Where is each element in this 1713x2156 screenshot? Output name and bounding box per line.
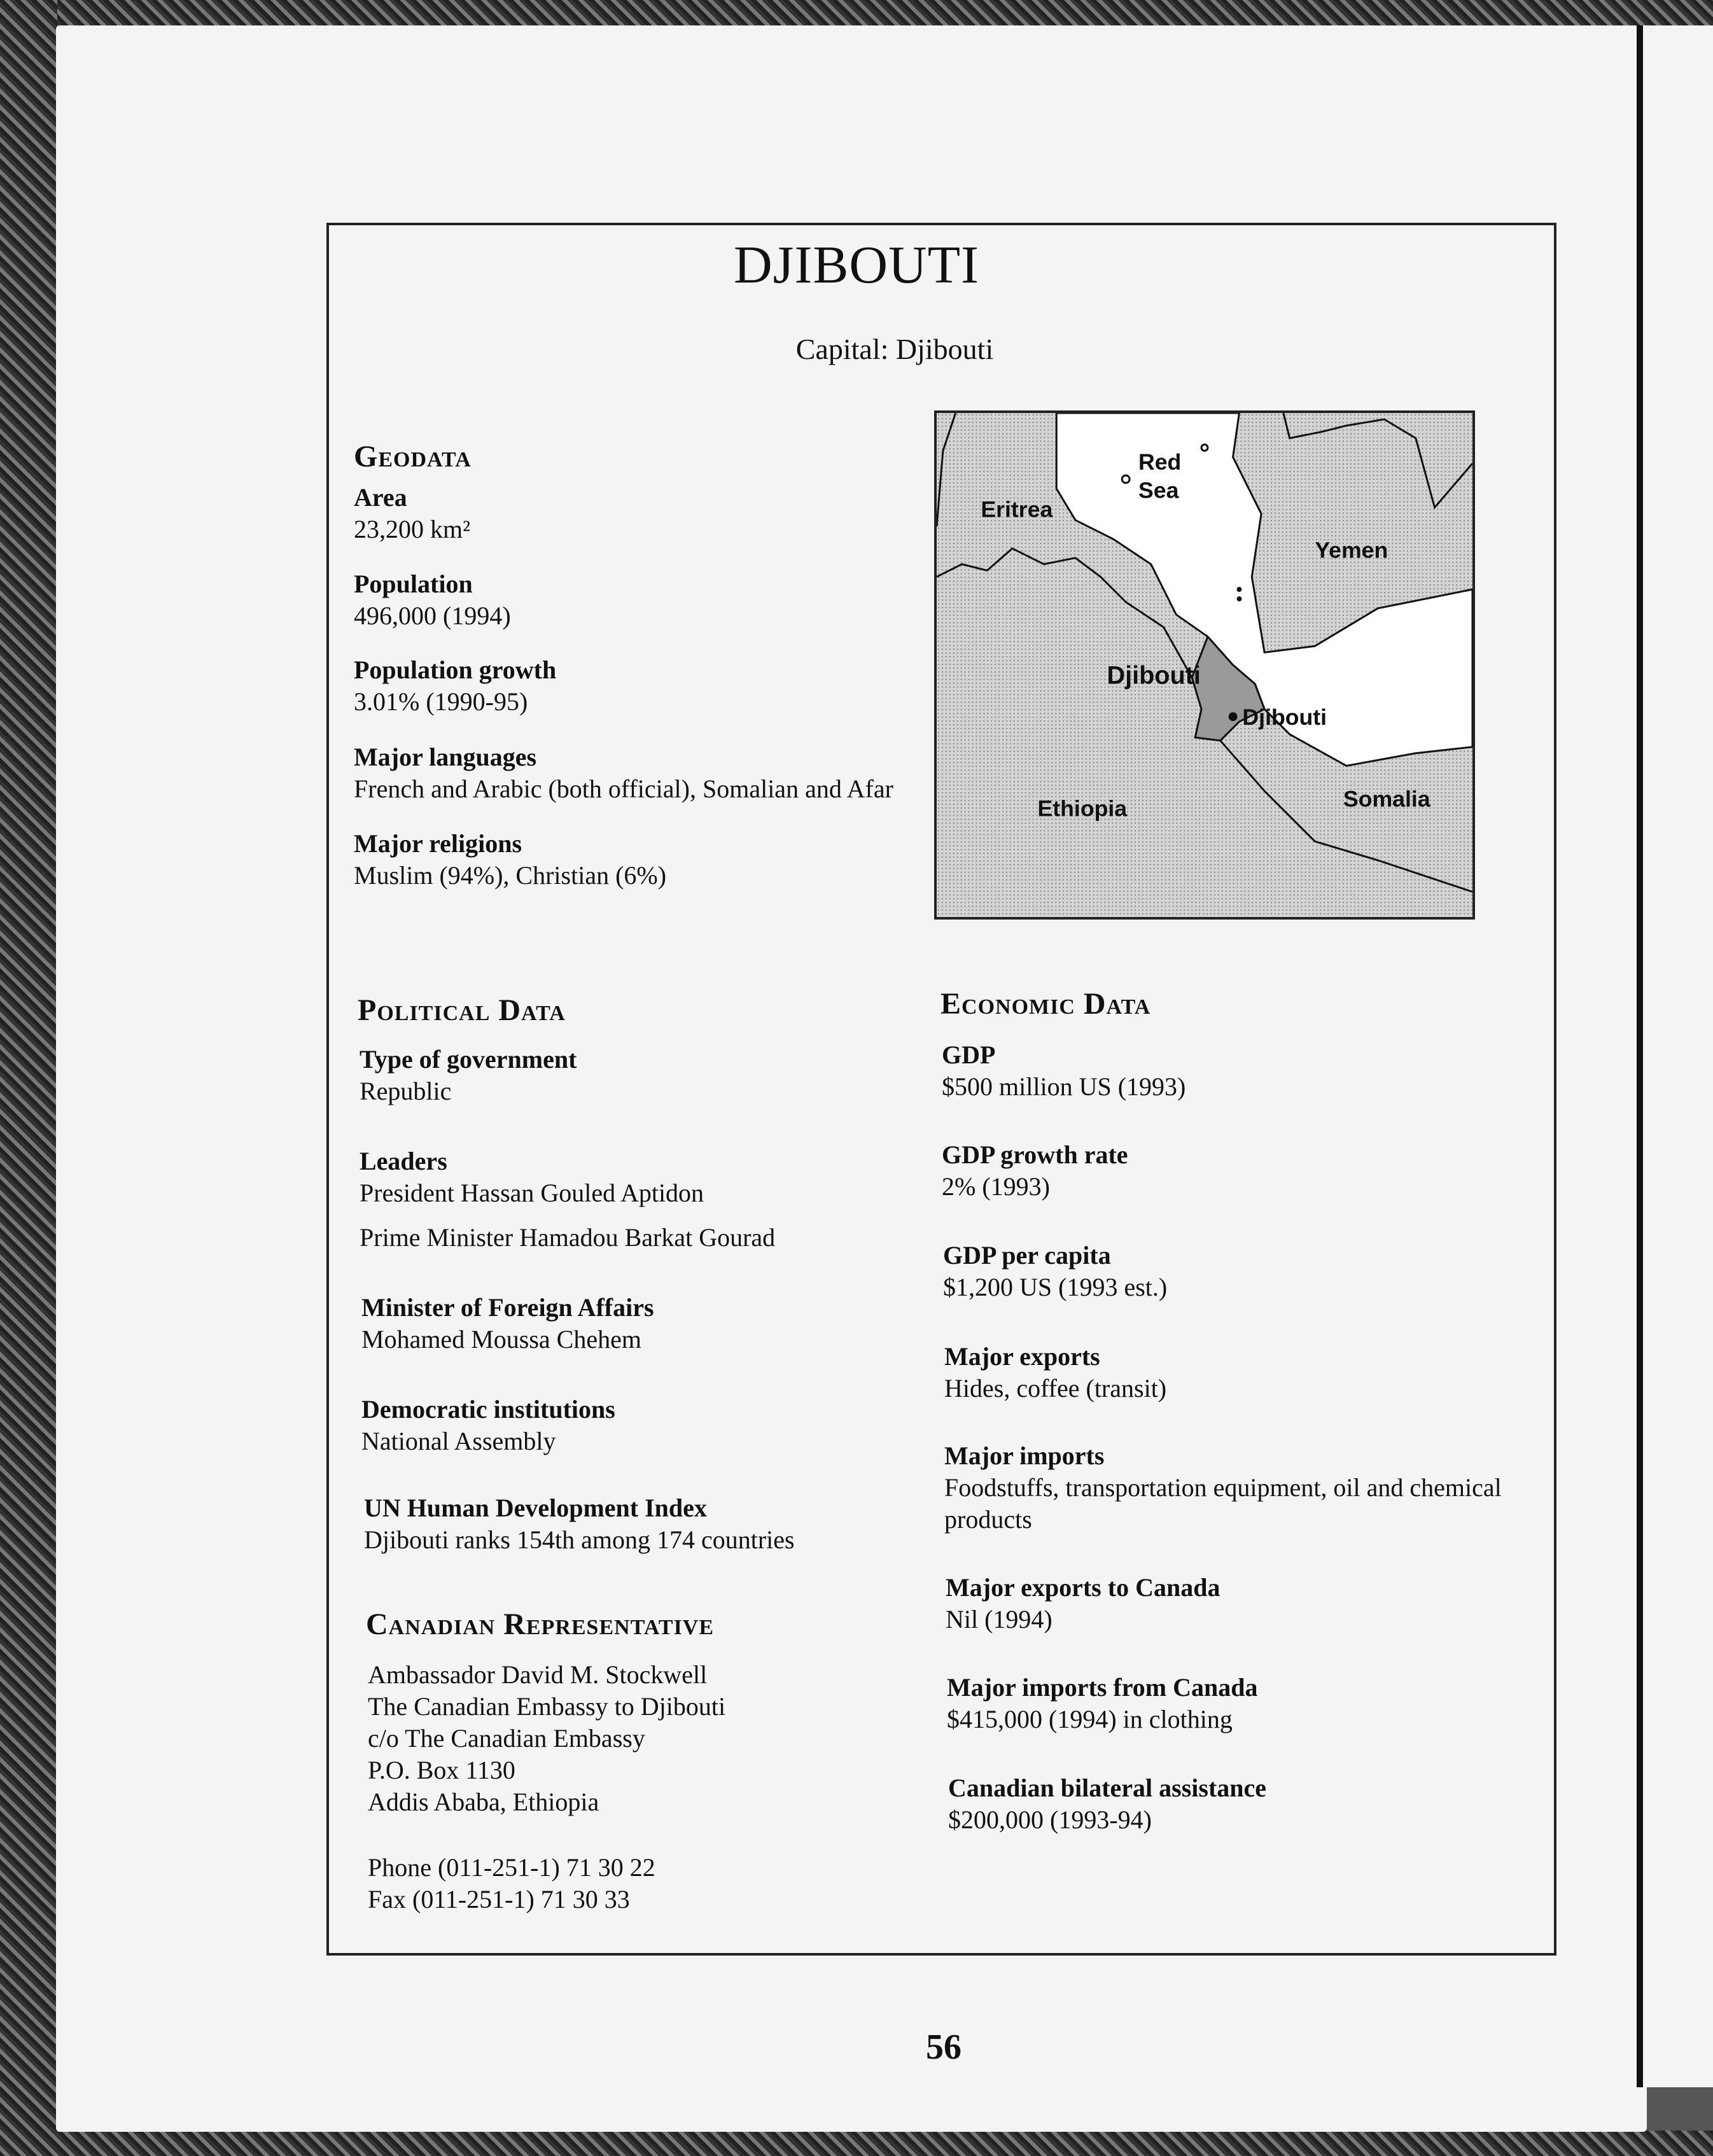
economic-gdp-growth-value: 2% (1993) <box>942 1172 1050 1201</box>
canadian-rep-line-3: c/o The Canadian Embassy <box>368 1724 645 1753</box>
canadian-rep-line-1: Ambassador David M. Stockwell <box>368 1660 708 1689</box>
political-leader-president: President Hassan Gouled Aptidon <box>360 1179 704 1207</box>
geodata-area-label: Area <box>354 483 407 512</box>
economic-gdp-growth <box>942 1139 1713 1203</box>
map-label-red-sea-2: Sea <box>1138 477 1179 503</box>
geodata-languages-value: French and Arabic (both official), Somalian and Afar <box>354 774 893 803</box>
political-democratic-label: Democratic institutions <box>361 1395 615 1424</box>
page-title: DJIBOUTI <box>734 235 979 295</box>
scan-border-bottom <box>0 2131 1713 2156</box>
geodata-population <box>354 568 1181 632</box>
canadian-rep-fax: Fax (011-251-1) 71 30 33 <box>368 1885 630 1914</box>
economic-gdp-per-capita-value: $1,200 US (1993 est.) <box>943 1273 1168 1301</box>
economic-imports-canada <box>947 1672 1713 1735</box>
geodata-religions <box>354 828 1181 892</box>
canadian-rep-line-5: Addis Ababa, Ethiopia <box>368 1788 599 1816</box>
map-label-djibouti-city: Djibouti <box>1242 704 1327 731</box>
geodata-religions-label: Major religions <box>354 829 522 858</box>
scan-border-left <box>0 0 57 2156</box>
geodata-heading: Geodata <box>354 440 472 473</box>
political-type-value: Republic <box>360 1077 452 1105</box>
geodata-growth-value: 3.01% (1990-95) <box>354 687 528 716</box>
geodata-population-growth <box>354 654 1181 718</box>
economic-imports-value: Foodstuffs, transportation equipment, oil and chemical <box>944 1473 1502 1502</box>
geodata-religions-value: Muslim (94%), Christian (6%) <box>354 861 667 890</box>
geodata-area <box>354 482 1181 545</box>
canadian-rep-phone: Phone (011-251-1) 71 30 22 <box>368 1853 655 1882</box>
economic-exports <box>944 1341 1713 1404</box>
map-label-yemen: Yemen <box>1315 537 1388 563</box>
geodata-population-label: Population <box>354 570 473 598</box>
map-label-djibouti-country: Djibouti <box>1107 661 1201 690</box>
political-type-label: Type of government <box>360 1045 577 1074</box>
economic-gdp-per-capita-label: GDP per capita <box>943 1241 1111 1270</box>
geodata-population-value: 496,000 (1994) <box>354 601 511 630</box>
economic-exports-canada-label: Major exports to Canada <box>946 1573 1220 1602</box>
economic-gdp <box>942 1039 1713 1103</box>
economic-bilateral <box>948 1772 1713 1836</box>
canadian-rep-heading: Canadian Representative <box>366 1607 715 1641</box>
map-label-ethiopia: Ethiopia <box>1037 795 1128 822</box>
economic-imports-canada-value: $415,000 (1994) in clothing <box>947 1705 1233 1733</box>
map-label-eritrea: Eritrea <box>981 496 1053 522</box>
geodata-growth-label: Population growth <box>354 655 557 684</box>
geodata-area-value: 23,200 km² <box>354 515 471 543</box>
page-number: 56 <box>926 2027 961 2067</box>
geodata-languages <box>354 741 1181 805</box>
economic-imports <box>944 1440 1504 1536</box>
political-leaders-label: Leaders <box>360 1147 447 1175</box>
political-heading: Political Data <box>358 993 566 1027</box>
economic-imports-canada-label: Major imports from Canada <box>947 1673 1258 1702</box>
economic-gdp-growth-label: GDP growth rate <box>942 1140 1128 1169</box>
economic-bilateral-value: $200,000 (1993-94) <box>948 1805 1152 1834</box>
geodata-languages-label: Major languages <box>354 743 537 771</box>
political-foreign-value: Mohamed Moussa Chehem <box>361 1325 641 1354</box>
economic-gdp-value: $500 million US (1993) <box>942 1072 1186 1101</box>
economic-exports-value: Hides, coffee (transit) <box>944 1374 1167 1403</box>
canadian-rep-contact <box>368 1852 1195 1915</box>
political-leader-prime-minister: Prime Minister Hamadou Barkat Gourad <box>360 1223 776 1252</box>
political-democratic-value: National Assembly <box>361 1427 556 1455</box>
political-foreign-label: Minister of Foreign Affairs <box>361 1293 654 1322</box>
economic-imports-value-cont: products <box>944 1505 1032 1534</box>
economic-heading: Economic Data <box>940 987 1151 1021</box>
map-label-red-sea-1: Red <box>1138 449 1182 475</box>
canadian-rep-line-2: The Canadian Embassy to Djibouti <box>368 1692 726 1721</box>
political-hdi-label: UN Human Development Index <box>364 1494 707 1522</box>
economic-exports-canada-value: Nil (1994) <box>946 1605 1052 1634</box>
map-label-somalia: Somalia <box>1343 786 1430 812</box>
economic-bilateral-label: Canadian bilateral assistance <box>948 1774 1267 1802</box>
political-hdi-value: Djibouti ranks 154th among 174 countries <box>364 1525 795 1554</box>
economic-exports-canada <box>946 1572 1713 1635</box>
economic-gdp-per-capita <box>943 1240 1713 1303</box>
capital-line: Capital: Djibouti <box>795 333 994 365</box>
scan-border-top <box>0 0 1713 27</box>
economic-gdp-label: GDP <box>942 1040 996 1069</box>
canadian-rep-line-4: P.O. Box 1130 <box>368 1756 515 1784</box>
economic-exports-label: Major exports <box>944 1342 1100 1371</box>
economic-imports-label: Major imports <box>944 1441 1105 1470</box>
